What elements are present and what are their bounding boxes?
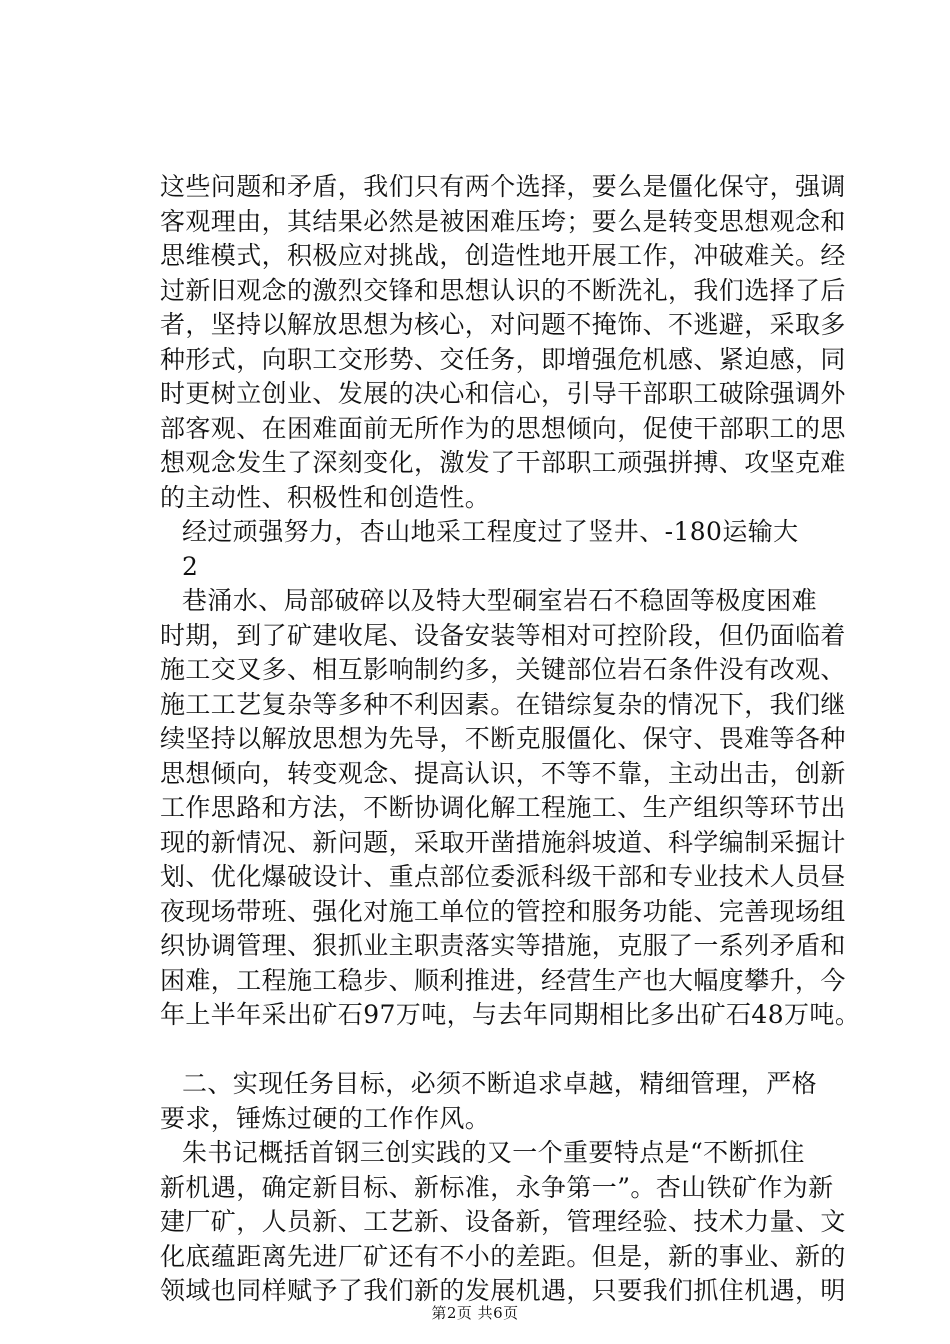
text-line: 时期，到了矿建收尾、设备安装等相对可控阶段，但仍面临着: [160, 620, 846, 650]
text-line: 施工交叉多、相互影响制约多，关键部位岩石条件没有改观、: [160, 655, 846, 684]
text-line: 领域也同样赋予了我们新的发展机遇，只要我们抓住机遇，明: [160, 1276, 846, 1305]
text-line: 的主动性、积极性和创造性。: [160, 482, 491, 512]
text-line: 这些问题和矛盾，我们只有两个选择，要么是僵化保守，强调: [160, 172, 846, 201]
text-line: 者，坚持以解放思想为核心，对问题不掩饰、不逃避，采取多: [160, 310, 846, 339]
text-line: 思想倾向，转变观念、提高认识，不等不靠，主动出击，创新: [160, 758, 846, 788]
text-line: 建厂矿，人员新、工艺新、设备新，管理经验、技术力量、文: [160, 1207, 846, 1236]
text-line: 种形式，向职工交形势、交任务，即增强危机感、紧迫感，同: [160, 344, 846, 374]
paragraph-5: [160, 1136, 846, 1309]
document-body: [160, 170, 861, 1309]
page-footer: [0, 1303, 950, 1323]
paragraph-3: [160, 584, 861, 1033]
section-heading: [160, 1067, 840, 1136]
page-counter: 第2页 共6页: [431, 1304, 519, 1322]
text-line: 巷涌水、局部破碎以及特大型硐室岩石不稳固等极度困难: [182, 586, 818, 615]
text-line: 年上半年采出矿石97万吨，与去年同期相比多出矿石48万吨。: [160, 1000, 861, 1029]
text-line: 客观理由，其结果必然是被困难压垮；要么是转变思想观念和: [160, 206, 846, 236]
paragraph-1: [160, 170, 846, 515]
text-line: 时更树立创业、发展的决心和信心，引导干部职工破除强调外: [160, 379, 846, 408]
text-line: 朱书记概括首钢三创实践的又一个重要特点是“不断抓住: [182, 1138, 805, 1167]
text-line: 想观念发生了深刻变化，激发了干部职工顽强拼搏、攻坚克难: [160, 448, 846, 477]
text-line: 部客观、在困难面前无所作为的思想倾向，促使干部职工的思: [160, 413, 846, 443]
text-line: 要求，锤炼过硬的工作作风。: [160, 1103, 491, 1133]
text-line: 二、实现任务目标，必须不断追求卓越，精细管理，严格: [182, 1069, 818, 1098]
inline-page-number: [160, 550, 840, 585]
text-line: 织协调管理、狠抓业主职责落实等措施，克服了一系列矛盾和: [160, 931, 846, 960]
text-line: 过新旧观念的激烈交锋和思想认识的不断洗礼，我们选择了后: [160, 275, 846, 305]
text-line: 困难，工程施工稳步、顺利推进，经营生产也大幅度攀升，今: [160, 965, 846, 995]
text-line: 2: [182, 551, 199, 581]
text-line: 续坚持以解放思想为先导，不断克服僵化、保守、畏难等各种: [160, 724, 846, 753]
text-line: 化底蕴距离先进厂矿还有不小的差距。但是，新的事业、新的: [160, 1241, 846, 1271]
text-line: 经过顽强努力，杏山地采工程度过了竖井、-180运输大: [182, 517, 799, 546]
blank-line: [160, 1033, 840, 1068]
text-line: 现的新情况、新问题，采取开凿措施斜坡道、科学编制采掘计: [160, 827, 846, 857]
text-line: 划、优化爆破设计、重点部位委派科级干部和专业技术人员昼: [160, 862, 846, 891]
text-line: 新机遇，确定新目标、新标准，永争第一”。杏山铁矿作为新: [160, 1172, 834, 1202]
paragraph-2: [160, 515, 840, 550]
text-line: 施工工艺复杂等多种不利因素。在错综复杂的情况下，我们继: [160, 689, 846, 719]
text-line: 思维模式，积极应对挑战，创造性地开展工作，冲破难关。经: [160, 241, 846, 270]
text-line: 工作思路和方法，不断协调化解工程施工、生产组织等环节出: [160, 793, 846, 822]
text-line: 夜现场带班、强化对施工单位的管控和服务功能、完善现场组: [160, 896, 846, 926]
